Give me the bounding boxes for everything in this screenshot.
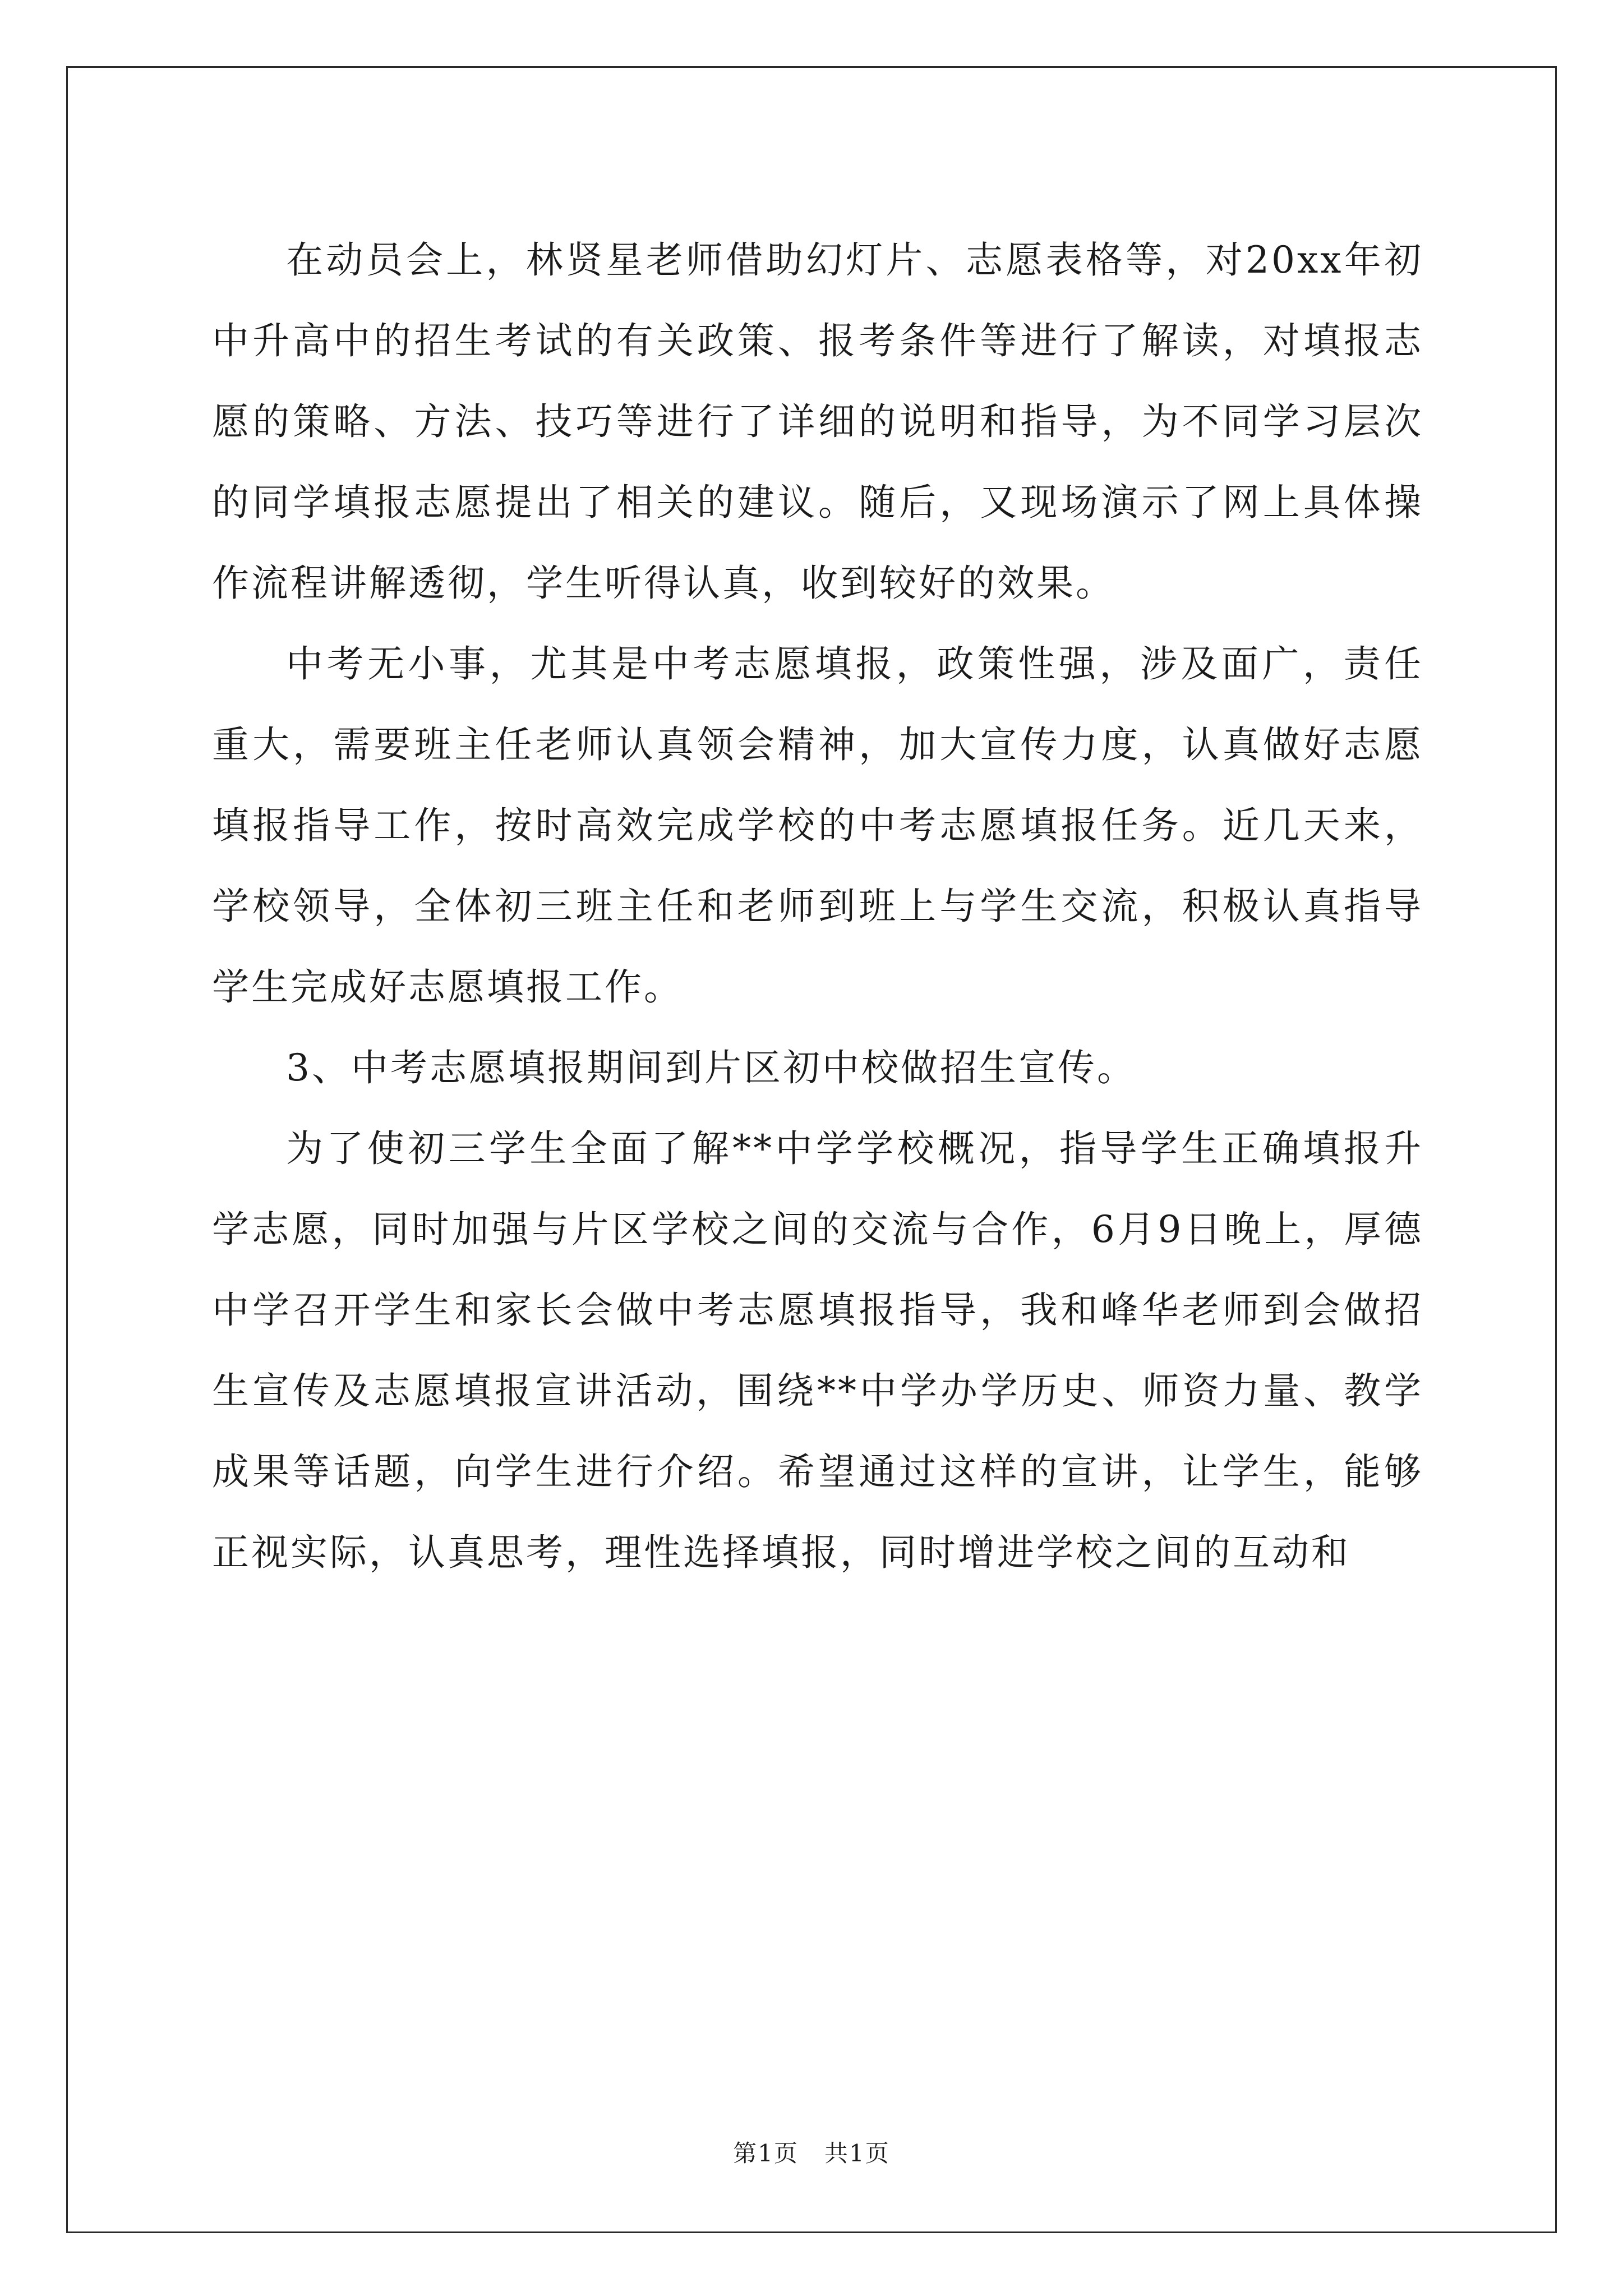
paragraph: 3、中考志愿填报期间到片区初中校做招生宣传。 — [286, 1046, 1136, 1089]
paragraph: 中考无小事，尤其是中考志愿填报，政策性强，涉及面广，责任重大，需要班主任老师认真领会精神，加大宣传力度，认真做好志愿填报指导工作，按时高效完成学校的中考志愿填报任务。近几天来，学校领导，全体初三班主任和老师到班上与学生交流，积极认真指导学生完成好志愿填报工作。 — [212, 642, 1423, 1009]
page-footer — [0, 2135, 1623, 2169]
paragraph: 为了使初三学生全面了解**中学学校概况，指导学生正确填报升学志愿，同时加强与片区学校之间的交流与合作，6月9日晚上，厚德中学召开学生和家长会做中考志愿填报指导，我和峰华老师到会做招生宣传及志愿填报宣讲活动，围绕**中学办学历史、师资力量、教学成果等话题，向学生进行介绍。希望通过这样的宣讲，让学生，能够正视实际，认真思考，理性选择填报，同时增进学校之间的互动和 — [212, 1127, 1423, 1574]
paragraph: 在动员会上，林贤星老师借助幻灯片、志愿表格等，对20xx年初中升高中的招生考试的有关政策、报考条件等进行了解读，对填报志愿的策略、方法、技巧等进行了详细的说明和指导，为不同学习层次的同学填报志愿提出了相关的建议。随后，又现场演示了网上具体操作流程讲解透彻，学生听得认真，收到较好的效果。 — [212, 238, 1423, 605]
page-total: 共1页 — [824, 2139, 890, 2167]
document-body — [212, 220, 1423, 1593]
page-number: 第1页 — [733, 2139, 799, 2167]
